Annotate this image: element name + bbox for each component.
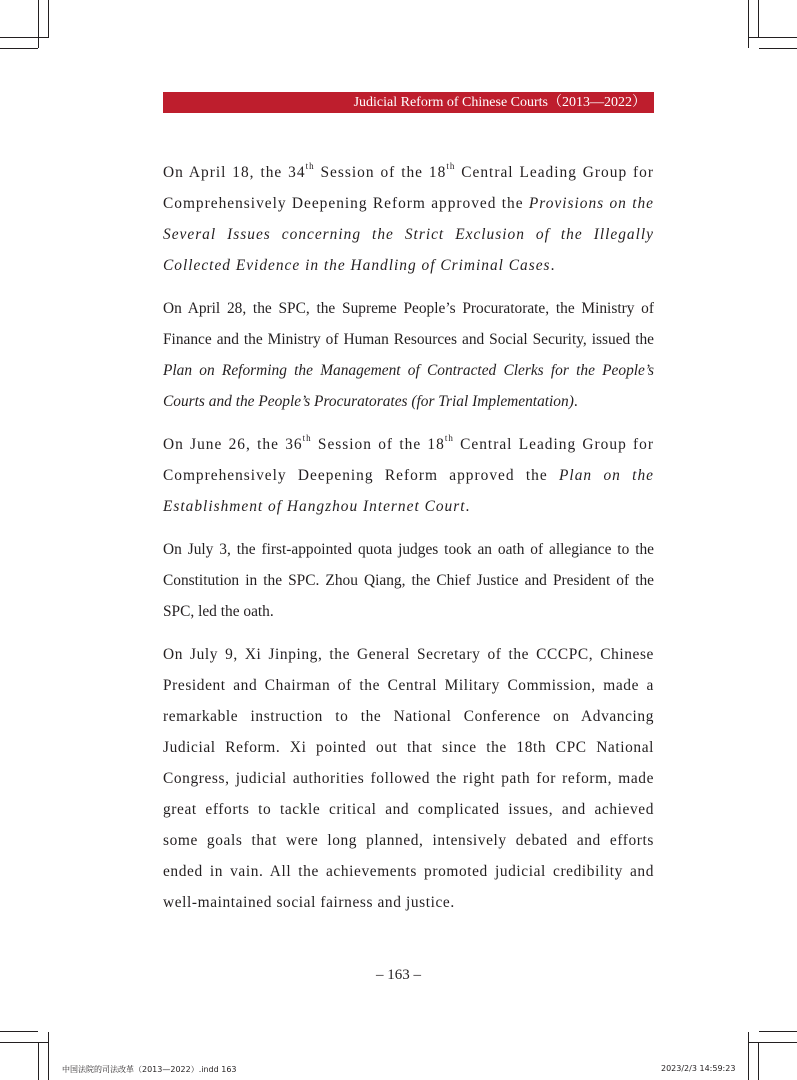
p2-text-b: .: [573, 393, 578, 410]
crop-mark-top-right-v: [748, 0, 749, 48]
page-number: – 163 –: [376, 967, 421, 983]
crop-mark-top-right-h: [749, 37, 797, 38]
paragraph-july-9: [163, 639, 654, 918]
p4-text: On July 3, the first-appointed quota judges took an oath of allegiance to the Constitution in the SPC. Zhou Qiang, the Chief Justice and President of the SPC, led the oath.: [163, 541, 654, 620]
crop-mark-top-left-v2: [48, 0, 49, 38]
p1-text-c: Central Leading Group for Comprehensively Deepening Reform approved the: [163, 164, 654, 212]
p3-document-title: Plan on the Establishment of Hangzhou Internet Court: [163, 467, 654, 515]
paragraph-june-26: [163, 429, 654, 522]
crop-mark-bottom-left-v2: [48, 1032, 49, 1080]
crop-mark-bottom-right-v2: [758, 1042, 759, 1080]
p5-text: On July 9, Xi Jinping, the General Secretary of the CCCPC, Chinese President and Chairman of the Central Military Commission, made a remarkable instruction to the National Conference on Advancing Judicial Reform. Xi pointed out that since the 18th CPC National Congress, judicial authorities followed the right path for reform, made great efforts to tackle critical and complicated issues, and achieved some goals that were long planned, intensively debated and efforts ended in vain. All the achievements promoted judicial credibility and well-maintained social fairness and justice.: [163, 646, 654, 911]
crop-mark-top-right-v2: [758, 0, 759, 38]
crop-mark-top-left-h: [0, 37, 48, 38]
p1-document-title: Provisions on the Several Issues concerning the Strict Exclusion of the Illegally Collected Evidence in the Handling of Criminal Cases: [163, 195, 654, 274]
crop-mark-top-left-h2: [0, 48, 38, 49]
p3-sup-2: th: [444, 433, 454, 443]
p1-text-b: Session of the 18: [314, 164, 447, 181]
crop-mark-bottom-left-h2: [0, 1042, 48, 1043]
crop-mark-bottom-right-h: [749, 1042, 797, 1043]
footer-file-info: 中国法院的司法改革（2013—2022）.indd 163: [62, 1065, 237, 1074]
p2-document-title: Plan on Reforming the Management of Contracted Clerks for the People’s Courts and the People’s Procuratorates (for Trial Implementation): [163, 362, 654, 410]
paragraph-april-28: [163, 293, 654, 417]
p3-text-b: Session of the 18: [311, 436, 445, 453]
paragraph-july-3: [163, 534, 654, 627]
p1-sup-2: th: [446, 161, 456, 171]
crop-mark-top-left-v: [38, 0, 39, 48]
crop-mark-bottom-right-v: [748, 1032, 749, 1080]
p1-text-a: On April 18, the 34: [163, 164, 306, 181]
p1-sup-1: th: [305, 161, 315, 171]
p3-sup-1: th: [302, 433, 312, 443]
crop-mark-top-right-h2: [759, 48, 797, 49]
running-header-bar: [163, 92, 654, 113]
running-header-title: Judicial Reform of Chinese Courts（2013—2022）: [353, 95, 646, 110]
p1-text-d: .: [550, 257, 556, 274]
p2-text-a: On April 28, the SPC, the Supreme People’s Procuratorate, the Ministry of Finance and the Ministry of Human Resources and Social Security, issued the: [163, 300, 654, 348]
paragraph-april-18: [163, 157, 654, 281]
p3-text-a: On June 26, the 36: [163, 436, 303, 453]
body-text: [163, 157, 654, 930]
p3-text-c: Central Leading Group for Comprehensively Deepening Reform approved the: [163, 436, 654, 484]
crop-mark-bottom-left-v: [38, 1042, 39, 1080]
crop-mark-bottom-right-h2: [759, 1031, 797, 1032]
p3-text-d: .: [465, 498, 471, 515]
crop-mark-bottom-left-h: [0, 1031, 38, 1032]
footer-timestamp: 2023/2/3 14:59:23: [661, 1064, 736, 1073]
